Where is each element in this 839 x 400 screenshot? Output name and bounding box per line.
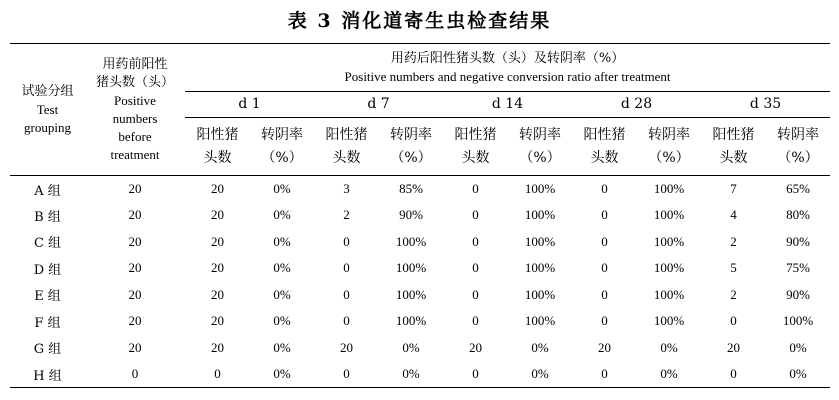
positive-count-cell: 0 xyxy=(343,233,350,249)
before-cell: 20 xyxy=(128,286,142,302)
conversion-rate-cell: 100% xyxy=(395,313,427,329)
group-cell: C 组 xyxy=(33,236,62,252)
positive-count-cell: 7 xyxy=(730,181,737,196)
positive-count-cell: 0 xyxy=(601,286,608,302)
conversion-rate-cell: 75% xyxy=(786,260,810,276)
positive-count-cell: 0 xyxy=(601,366,608,381)
conversion-rate-cell: 0% xyxy=(273,313,291,329)
conversion-rate-cell: 100% xyxy=(395,233,427,249)
positive-count-cell: 0 xyxy=(730,313,737,329)
table-row xyxy=(10,229,830,256)
table-row xyxy=(10,308,830,335)
conversion-rate-cell: 0% xyxy=(273,286,291,302)
conversion-rate-cell: 0% xyxy=(789,366,807,381)
positive-count-cell: 0 xyxy=(472,207,479,223)
group-cell: D 组 xyxy=(33,262,62,278)
positive-count-cell: 0 xyxy=(601,313,608,329)
positive-count-cell: 0 xyxy=(214,366,221,381)
positive-count-cell: 0 xyxy=(472,260,479,276)
conversion-rate-header: 转阴率 （%） xyxy=(250,118,314,176)
positive-count-cell: 0 xyxy=(601,207,608,223)
positive-count-cell: 0 xyxy=(601,260,608,276)
conversion-rate-cell: 0% xyxy=(402,339,420,355)
conversion-rate-cell: 0% xyxy=(402,366,420,381)
conversion-rate-cell: 0% xyxy=(789,339,807,355)
positive-count-cell: 20 xyxy=(340,339,353,355)
positive-count-cell: 0 xyxy=(601,181,608,196)
conversion-rate-cell: 0% xyxy=(531,339,549,355)
group-cell: H 组 xyxy=(33,368,62,384)
table-row xyxy=(10,176,830,203)
group-cell: A 组 xyxy=(34,183,61,199)
group-cell: G 组 xyxy=(33,342,62,358)
conversion-rate-cell: 90% xyxy=(399,207,423,223)
positive-count-header: 阳性猪 头数 xyxy=(314,118,379,176)
conversion-rate-cell: 0% xyxy=(273,260,291,276)
conversion-rate-cell: 80% xyxy=(786,207,810,223)
conversion-rate-cell: 100% xyxy=(653,207,685,223)
table-title: 表 3 消化道寄生虫检查结果 xyxy=(287,10,552,32)
conversion-rate-cell: 90% xyxy=(786,233,810,249)
table-row xyxy=(10,361,830,388)
table-row xyxy=(10,255,830,282)
day-header: d 35 xyxy=(701,92,830,118)
group-cell: B 组 xyxy=(34,209,61,225)
conversion-rate-cell: 0% xyxy=(273,207,291,223)
after-header: 用药后阳性猪头数（头）及转阴率（%） Positive numbers and negative conversion ratio after treatment xyxy=(185,44,830,92)
positive-count-cell: 20 xyxy=(598,339,611,355)
conversion-rate-cell: 100% xyxy=(524,181,556,196)
positive-count-cell: 20 xyxy=(211,286,224,302)
positive-count-cell: 0 xyxy=(730,366,737,381)
positive-count-cell: 2 xyxy=(730,233,737,249)
conversion-rate-cell: 0% xyxy=(660,366,678,381)
conversion-rate-cell: 85% xyxy=(399,181,423,196)
conversion-rate-cell: 100% xyxy=(782,313,814,329)
positive-count-cell: 0 xyxy=(343,260,350,276)
conversion-rate-cell: 100% xyxy=(653,286,685,302)
conversion-rate-cell: 100% xyxy=(524,233,556,249)
positive-count-cell: 3 xyxy=(343,181,350,196)
positive-count-cell: 20 xyxy=(211,260,224,276)
positive-count-cell: 0 xyxy=(472,313,479,329)
day-header: d 7 xyxy=(314,92,443,118)
positive-count-header: 阳性猪 头数 xyxy=(185,118,250,176)
conversion-rate-cell: 100% xyxy=(524,207,556,223)
conversion-rate-cell: 0% xyxy=(273,366,291,381)
before-cell: 20 xyxy=(128,313,142,329)
table-row xyxy=(10,202,830,229)
positive-count-cell: 20 xyxy=(727,339,740,355)
positive-count-cell: 0 xyxy=(343,313,350,329)
conversion-rate-cell: 100% xyxy=(524,260,556,276)
conversion-rate-header: 转阴率 （%） xyxy=(508,118,572,176)
conversion-rate-cell: 100% xyxy=(395,286,427,302)
positive-count-cell: 0 xyxy=(472,181,479,196)
before-cell: 20 xyxy=(128,181,142,196)
results-table xyxy=(10,43,830,388)
conversion-rate-cell: 65% xyxy=(786,181,810,196)
day-header: d 14 xyxy=(443,92,572,118)
group-header: 试验分组 Test grouping xyxy=(10,44,85,176)
conversion-rate-cell: 0% xyxy=(660,339,678,355)
conversion-rate-header: 转阴率 （%） xyxy=(637,118,701,176)
group-cell: F 组 xyxy=(34,315,61,331)
table-row xyxy=(10,335,830,362)
positive-count-header: 阳性猪 头数 xyxy=(701,118,766,176)
conversion-rate-cell: 100% xyxy=(653,260,685,276)
table-body xyxy=(10,176,830,388)
positive-count-cell: 20 xyxy=(211,181,224,196)
conversion-rate-cell: 100% xyxy=(524,313,556,329)
conversion-rate-cell: 100% xyxy=(653,181,685,196)
positive-count-cell: 0 xyxy=(343,366,350,381)
before-cell: 0 xyxy=(131,366,139,381)
conversion-rate-cell: 100% xyxy=(653,233,685,249)
positive-count-cell: 20 xyxy=(211,339,224,355)
positive-count-cell: 0 xyxy=(472,286,479,302)
conversion-rate-cell: 100% xyxy=(524,286,556,302)
before-header: 用药前阳性 猪头数（头） Positive numbers before treatment xyxy=(85,44,185,176)
table-row xyxy=(10,282,830,309)
before-cell: 20 xyxy=(128,233,142,249)
conversion-rate-header: 转阴率 （%） xyxy=(379,118,443,176)
conversion-rate-cell: 0% xyxy=(531,366,549,381)
positive-count-cell: 5 xyxy=(730,260,737,276)
positive-count-header: 阳性猪 头数 xyxy=(443,118,508,176)
conversion-rate-cell: 100% xyxy=(395,260,427,276)
positive-count-header: 阳性猪 头数 xyxy=(572,118,637,176)
positive-count-cell: 2 xyxy=(343,207,350,223)
day-header: d 28 xyxy=(572,92,701,118)
conversion-rate-cell: 0% xyxy=(273,233,291,249)
before-cell: 20 xyxy=(128,339,142,355)
before-cell: 20 xyxy=(128,260,142,276)
positive-count-cell: 20 xyxy=(469,339,482,355)
conversion-rate-cell: 0% xyxy=(273,181,291,196)
conversion-rate-cell: 0% xyxy=(273,339,291,355)
positive-count-cell: 0 xyxy=(472,233,479,249)
positive-count-cell: 0 xyxy=(601,233,608,249)
positive-count-cell: 4 xyxy=(730,207,737,223)
positive-count-cell: 20 xyxy=(211,207,224,223)
positive-count-cell: 20 xyxy=(211,233,224,249)
positive-count-cell: 20 xyxy=(211,313,224,329)
positive-count-cell: 0 xyxy=(472,366,479,381)
conversion-rate-cell: 90% xyxy=(786,286,810,302)
conversion-rate-cell: 100% xyxy=(653,313,685,329)
day-header: d 1 xyxy=(185,92,314,118)
group-cell: E 组 xyxy=(34,289,61,305)
positive-count-cell: 0 xyxy=(343,286,350,302)
positive-count-cell: 2 xyxy=(730,286,737,302)
conversion-rate-header: 转阴率 （%） xyxy=(766,118,830,176)
before-cell: 20 xyxy=(128,207,142,223)
